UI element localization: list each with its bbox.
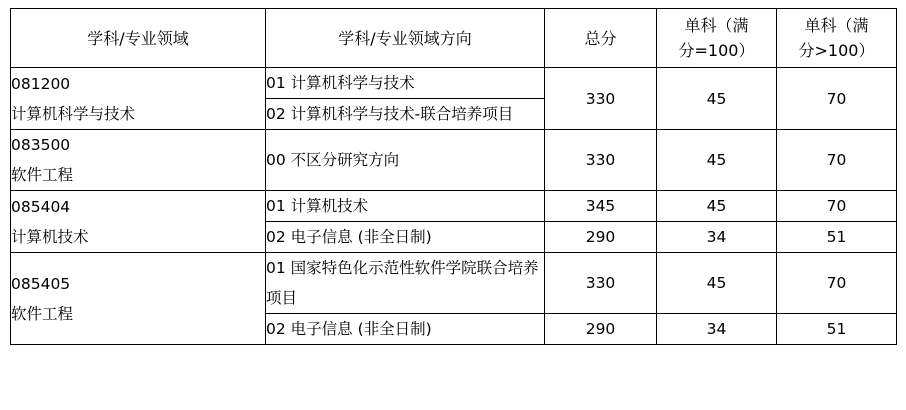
table-row [11,130,897,191]
header-direction: 学科/专业领域方向 [266,9,545,68]
direction-cell: 00 不区分研究方向 [266,130,545,191]
total-score-cell: 290 [545,222,657,253]
major-code: 085405 [11,274,71,293]
total-score-cell: 330 [545,130,657,191]
single-gt100-cell: 70 [777,191,897,222]
header-single-eq100-line2: 分=100） [678,41,755,60]
single-gt100-cell: 70 [777,253,897,314]
direction-cell: 02 电子信息 (非全日制) [266,222,545,253]
direction-cell: 01 国家特色化示范性软件学院联合培养项目 [266,253,545,314]
major-code: 081200 [11,74,71,93]
header-total: 总分 [545,9,657,68]
single-gt100-cell: 51 [777,222,897,253]
single-eq100-cell: 45 [657,130,777,191]
header-major: 学科/专业领域 [11,9,266,68]
major-name: 计算机技术 [11,227,89,246]
major-code: 085404 [11,197,71,216]
table-header-row [11,9,897,68]
direction-cell: 01 计算机科学与技术 [266,68,545,99]
single-gt100-cell: 70 [777,130,897,191]
header-single-eq100-line1: 单科（满 [684,16,749,35]
major-cell [11,130,266,191]
single-eq100-cell: 45 [657,68,777,130]
major-code: 083500 [11,136,71,154]
major-cell [11,191,266,253]
single-gt100-cell: 51 [777,314,897,345]
major-cell [11,68,266,130]
table-row [11,253,897,314]
score-line-table [10,8,897,345]
total-score-cell: 330 [545,68,657,130]
table-row [11,68,897,99]
direction-cell: 01 计算机技术 [266,191,545,222]
total-score-cell: 290 [545,314,657,345]
total-score-cell: 330 [545,253,657,314]
single-eq100-cell: 34 [657,314,777,345]
major-name: 软件工程 [11,166,74,184]
direction-cell: 02 计算机科学与技术-联合培养项目 [266,99,545,130]
single-eq100-cell: 45 [657,191,777,222]
header-single-eq100 [657,9,777,68]
header-single-gt100-line2: 分>100） [798,41,875,60]
single-eq100-cell: 45 [657,253,777,314]
major-cell [11,253,266,345]
major-name: 计算机科学与技术 [11,104,136,123]
single-gt100-cell: 70 [777,68,897,130]
table-row [11,191,897,222]
header-single-gt100 [777,9,897,68]
total-score-cell: 345 [545,191,657,222]
major-name: 软件工程 [11,304,74,323]
single-eq100-cell: 34 [657,222,777,253]
score-line-document [0,8,906,410]
header-single-gt100-line1: 单科（满 [804,16,869,35]
direction-cell: 02 电子信息 (非全日制) [266,314,545,345]
